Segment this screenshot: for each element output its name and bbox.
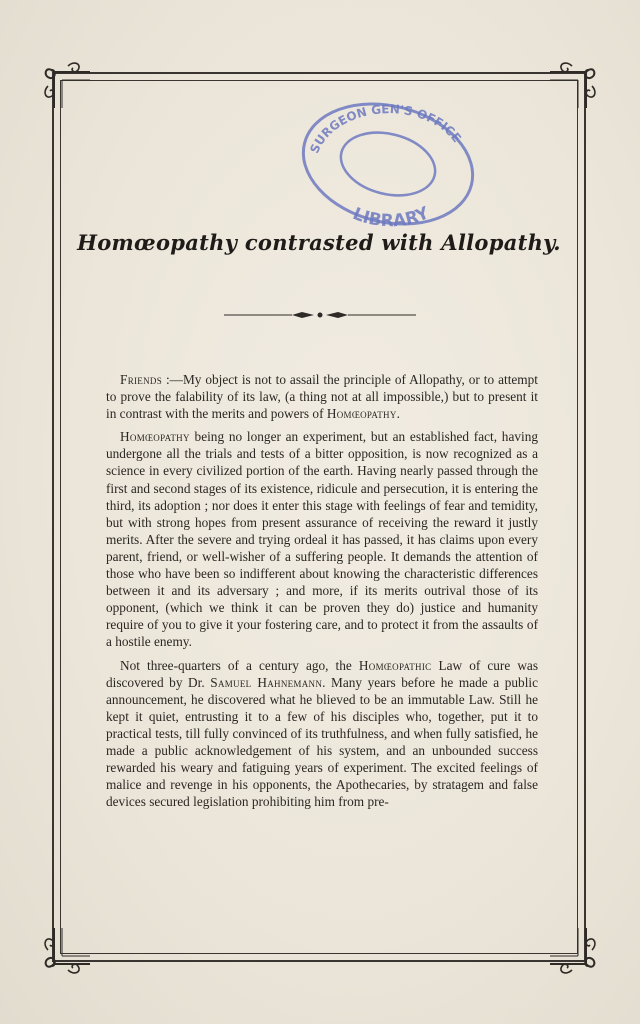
corner-ornament-icon	[548, 58, 600, 110]
corner-ornament-icon	[548, 926, 600, 978]
stamp-bottom-text: LIBRARY	[349, 203, 433, 230]
paragraph	[106, 428, 538, 650]
svg-text:LIBRARY	[350, 203, 433, 230]
paragraph-text: being no longer an experiment, but an established fact, having undergone all the trials and tests of a bitter opposition, is now recognized as a science in every civilized portion of the earth. Having nearly passed through the first and second stages of its existence, ridicule and persecution, it is entering the third, its adoption ; nor does it enter this stage with feelings of fear and temidity, but with strong hopes from present assurance of receiving the reward it justly merits. After the severe and trying ordeal it has passed, it has claims upon every parent, friend, or well-wisher of a suffering people. It demands the attention of those who have been so indifferent about knowing the characteristic differences between it and its adversary ; and more, if its merits outrival those of its opponent, (which we think it can be proven they do) justice and humanity require of you to give it your fostering care, and to protect it from the assaults of a hostile enemy.	[106, 429, 538, 650]
ornament-rule-icon	[222, 309, 418, 321]
stamp-top-text: SURGEON GEN'S OFFICE	[307, 102, 464, 156]
paragraph-text: .	[396, 406, 400, 422]
page-title: Homœopathy contrasted with Allopathy.	[77, 230, 561, 255]
smallcaps-lead: Homœopathy	[120, 429, 190, 445]
paragraph-text: Not three-quarters of a century ago, the	[120, 657, 359, 673]
paragraph-text: Law of cure was discovered by Dr.	[106, 657, 538, 690]
smallcaps-term: Homœopathy	[326, 406, 397, 422]
library-stamp-icon	[298, 98, 480, 230]
corner-ornament-icon	[40, 926, 92, 978]
body-text	[106, 371, 538, 816]
paragraph-text: . Many years before he made a public announcement, he discovered what he blieved to be an immutable Law. Still he kept it quiet, entrusting it to a few of his disciples who, together, put it to practical tests, till fully convinced of its truthfulness, and when fully satisfied, he made a public acknowledgement of his system, and an unbounded success rewarded his weary and fatiguing years of experiment. The excited feelings of malice and revenge in his opponents, the Apothecaries, by stratagem and false devices secured legislation prohibiting him from pre-	[106, 674, 538, 810]
paragraph	[106, 371, 538, 422]
corner-ornament-icon	[40, 58, 92, 110]
smallcaps-term: Samuel Hahnemann	[210, 674, 323, 690]
paragraph	[106, 657, 538, 811]
svg-text:SURGEON GEN'S OFFICE	[307, 102, 464, 155]
smallcaps-term: Homœopathic	[358, 657, 432, 673]
smallcaps-lead: Friends	[120, 372, 162, 387]
paragraph-text: :—My object is not to assail the principle of Allopathy, or to attempt to prove the falability of its law, (a thing not at all impossible,) but to present it in contrast with the merits and powers of	[106, 372, 538, 422]
